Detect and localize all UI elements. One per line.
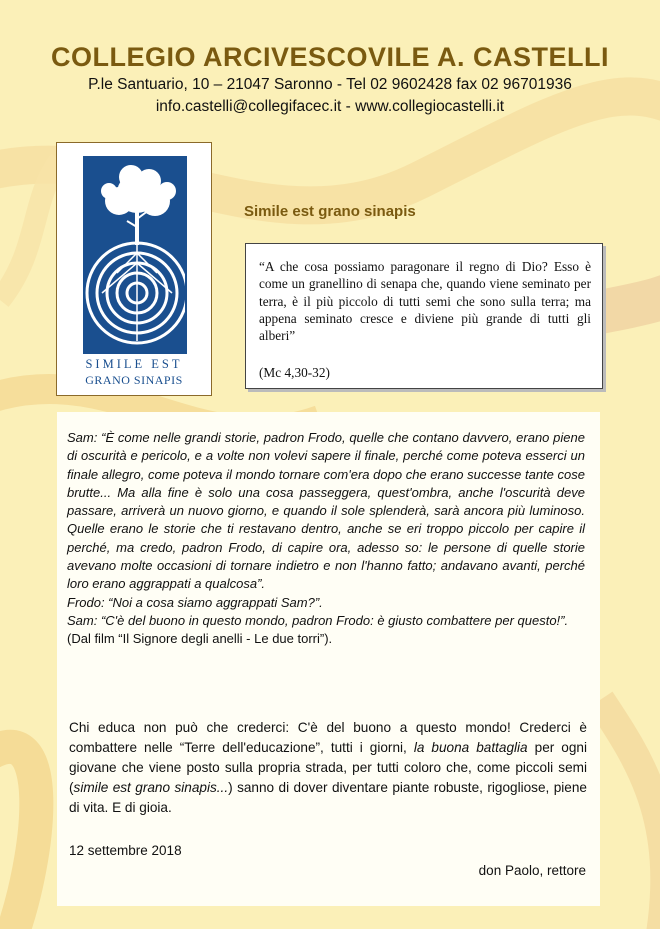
main-panel <box>57 412 600 906</box>
body-text-2: per ogni giovane che viene posto sulla propria strada, per tutti coloro che, come piccoli semi ( <box>69 740 587 795</box>
quote-reference: (Mc 4,30-32) <box>259 365 330 380</box>
film-source: (Dal film “Il Signore degli anelli - Le due torri”). <box>67 631 333 647</box>
school-logo <box>56 142 212 396</box>
body-text-3: ) sanno di dover diventare piante robuste, rigogliose, piene di vita. E di gioia. <box>69 780 587 815</box>
body-text-italic-2: simile est grano sinapis... <box>73 780 229 795</box>
logo-caption-2: GRANO SINAPIS <box>85 373 183 387</box>
body-paragraph <box>69 718 587 818</box>
quote-box <box>245 243 603 389</box>
signature: don Paolo, rettore <box>478 863 586 878</box>
address-line: P.le Santuario, 10 – 21047 Saronno - Tel 02 9602428 fax 02 96701936 <box>88 76 572 93</box>
gospel-quote: “A che cosa possiamo paragonare il regno di Dio? Esso è come un granellino di senapa che, quando viene seminato per terra, è il più piccolo di tutti semi che sono sulla terra; ma appena seminato cresce e diviene più grande di tutti gli alberi” <box>259 259 591 344</box>
body-text-1: Chi educa non può che crederci: C'è del buono a questo mondo! Crederci è combattere nelle “Terre dell'educazione”, tutti i giorni, <box>69 720 587 755</box>
sam-line-1: Sam: “È come nelle grandi storie, padron Frodo, quelle che contano davvero, erano piene di oscurità e pericolo, e a volte non volevi sapere il finale, perché come poteva esserci un finale allegro, come poteva il mondo tornare com'era dopo che erano successe tante cose brutte... Ma alla fine è solo una cosa passeggera, quest'ombra, anche l'oscurità deve passare, arriverà un nuovo giorno, e quando il sole splenderà, sarà ancora più luminoso. Quelle erano le storie che ti restavano dentro, anche se eri troppo piccolo per capire il perché, ma credo, padron Frodo, di capire ora, adesso so: le persone di quelle storie avevano molte occasioni di tornare indietro e non l'hanno fatto; andavano avanti, perché loro erano aggrappati a qualcosa”. <box>67 430 585 592</box>
sam-line-2: Sam: “C'è del buono in questo mondo, padron Frodo: è giusto combattere per questo!”. <box>67 612 569 628</box>
film-dialogue <box>67 429 585 649</box>
web-line: info.castelli@collegifacec.it - www.collegiocastelli.it <box>155 98 505 115</box>
body-text-italic-1: la buona battaglia <box>413 740 528 755</box>
school-title: COLLEGIO ARCIVESCOVILE A. CASTELLI <box>50 42 610 72</box>
logo-caption-1: SIMILE EST <box>85 357 183 371</box>
header <box>0 40 660 117</box>
letter-date: 12 settembre 2018 <box>69 843 182 858</box>
frodo-line: Frodo: “Noi a cosa siamo aggrappati Sam?”. <box>67 594 323 610</box>
quote-heading: Simile est grano sinapis <box>244 203 416 220</box>
